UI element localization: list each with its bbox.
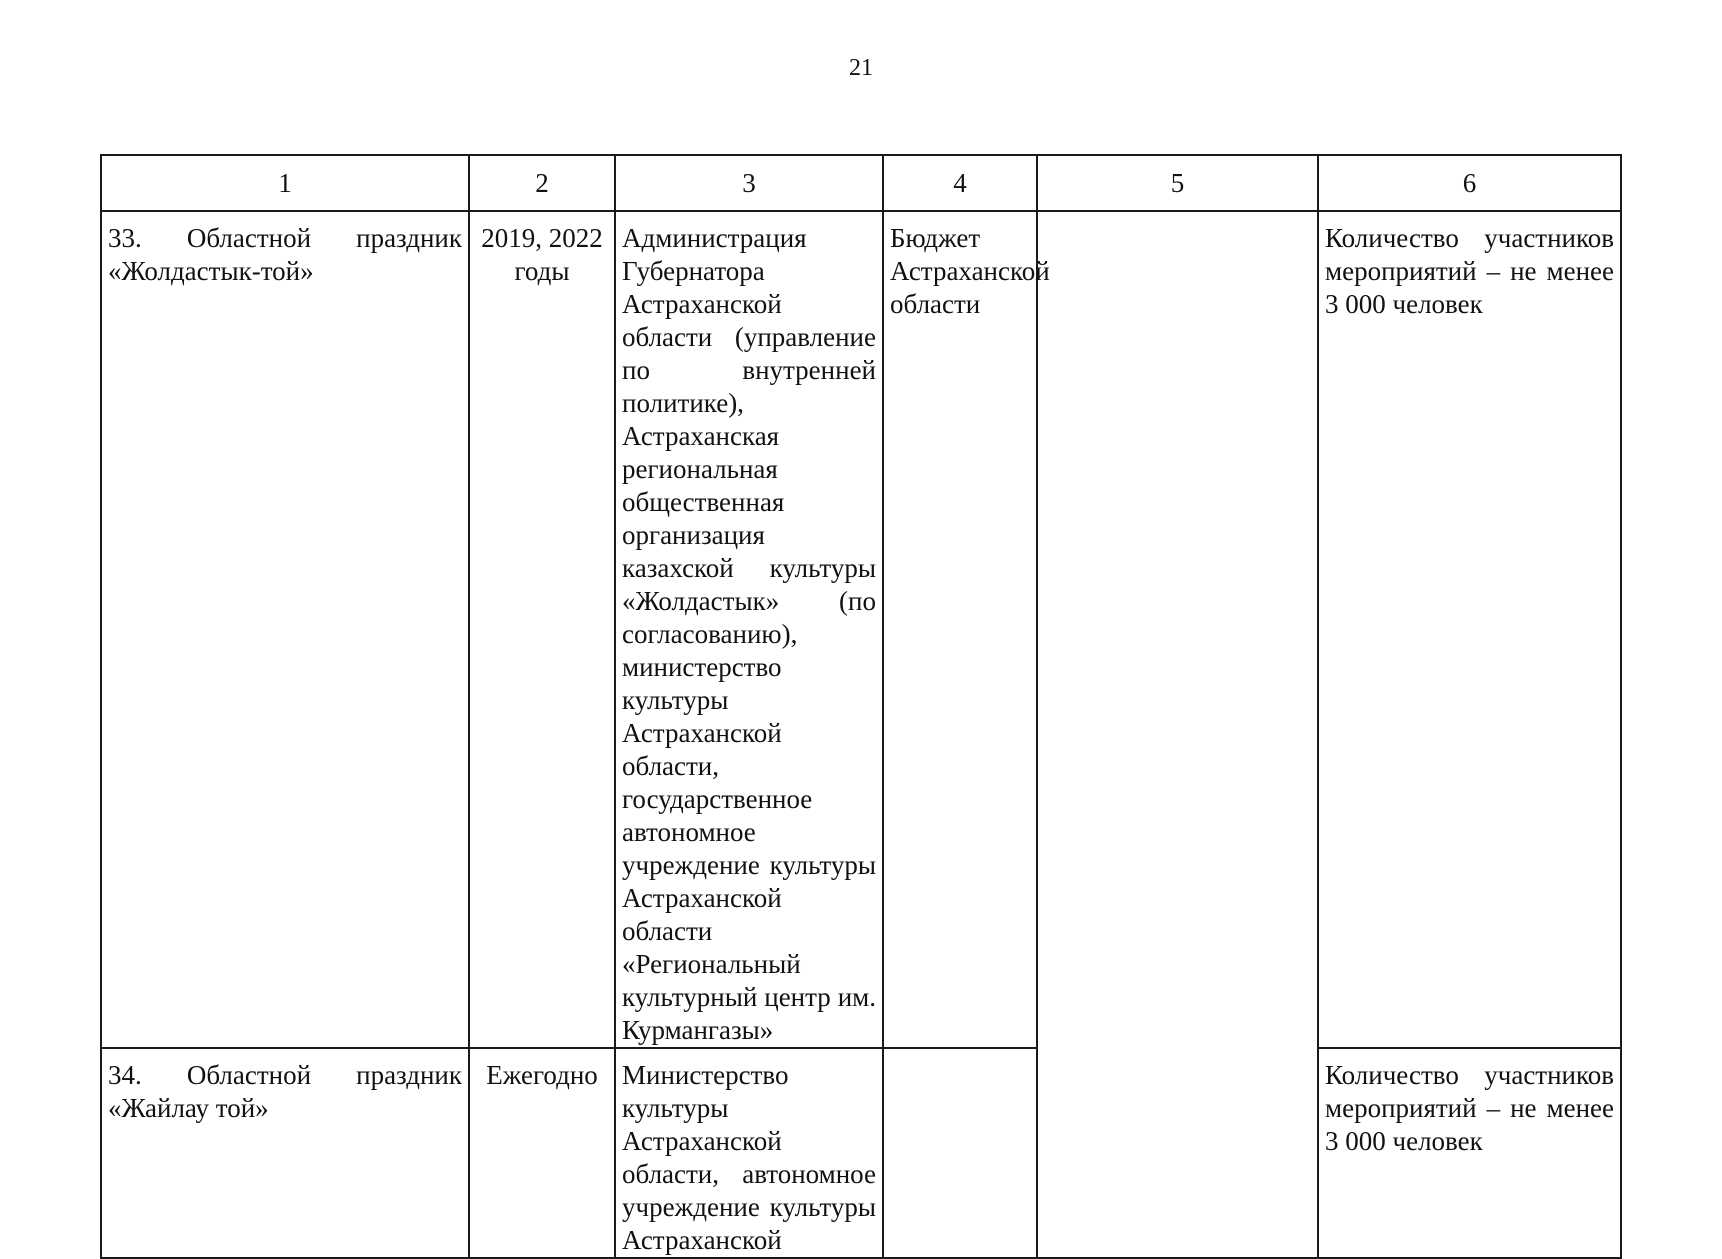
program-table [100,154,1622,1259]
indicator-cell: Количество участников мероприятий – не менее 3 000 человек [1318,211,1621,1048]
table-row [101,211,1621,1048]
indicator-cell: Количество участников мероприятий – не менее 3 000 человек [1318,1048,1621,1258]
page-number: 21 [849,55,873,81]
column-header-6: 6 [1318,155,1621,211]
funding-cell [883,1048,1037,1258]
column-header-1: 1 [101,155,469,211]
period-cell: Ежегодно [469,1048,615,1258]
column-header-4: 4 [883,155,1037,211]
period-cell: 2019, 2022 годы [469,211,615,1048]
table-header-row [101,155,1621,211]
table-row [101,1048,1621,1258]
column-5-cell [1037,211,1318,1258]
funding-cell: Бюджет Астраханской области [883,211,1037,1048]
executors-cell: Министерство культуры Астраханской области, автономное учреждение культуры Астраханской [615,1048,883,1258]
event-name-cell: 34. Областной праздник «Жайлау той» [101,1048,469,1258]
column-header-3: 3 [615,155,883,211]
column-header-2: 2 [469,155,615,211]
column-header-5: 5 [1037,155,1318,211]
event-name-cell: 33. Областной праздник «Жолдастык-той» [101,211,469,1048]
executors-cell: Администрация Губернатора Астраханской области (управление по внутренней политике), Астраханская региональная общественная организация казахской культуры «Жолдастык» (по согласованию), министерство культуры Астраханской области, государственное автономное учреждение культуры Астраханской области «Региональный культурный центр им. Курмангазы» [615,211,883,1048]
